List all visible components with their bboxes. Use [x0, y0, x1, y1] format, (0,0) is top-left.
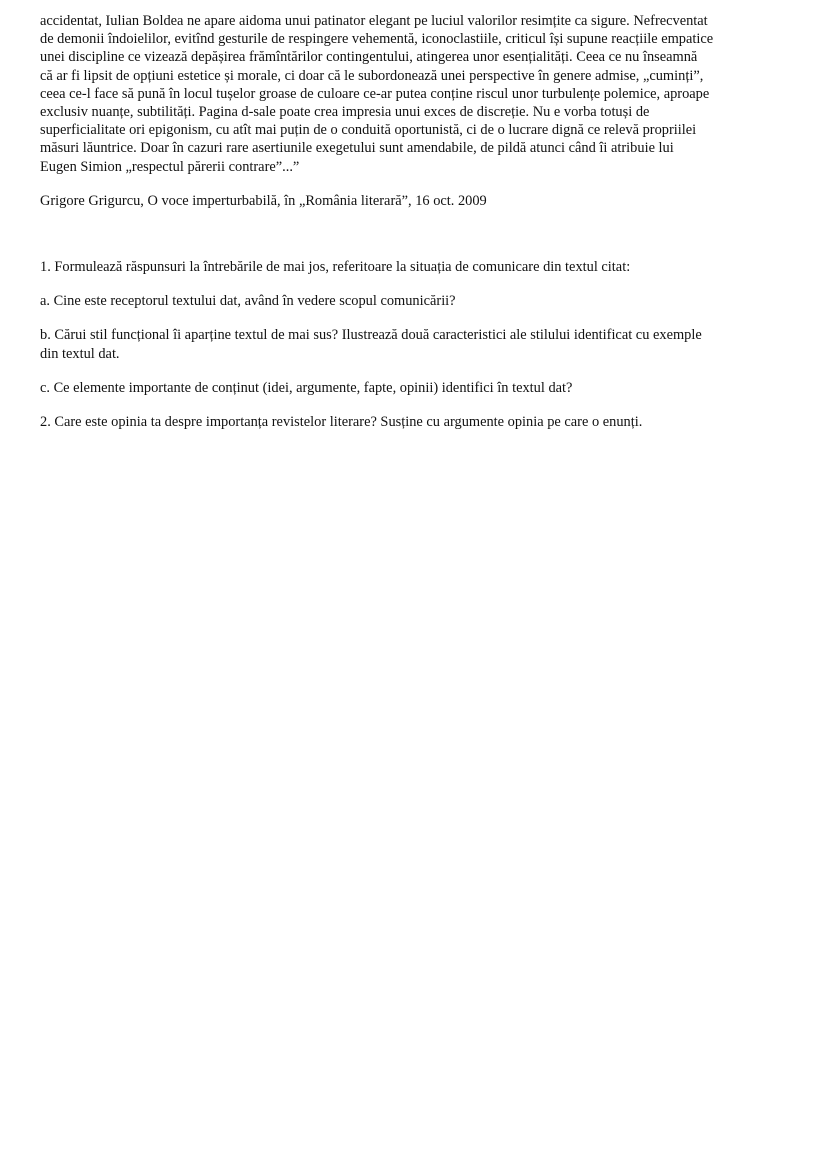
- document-page: [40, 12, 792, 447]
- question-1b: [40, 326, 792, 362]
- quote-line: ceea ce-l face să pună în locul tușelor groase de culoare ce-ar putea conține riscul unor turbulențe polemice, aproape: [40, 85, 710, 102]
- questions-section: [40, 258, 792, 431]
- question-1a: [40, 292, 792, 310]
- question-1c-text: c. Ce elemente importante de conținut (idei, argumente, fapte, opinii) identifici în textul dat?: [40, 379, 573, 396]
- quote-line: exclusiv nuanțe, subtilități. Pagina d-sale poate crea impresia unui exces de discreție. Nu e vorba totuși de: [40, 104, 650, 121]
- question-1b-text-line1: b. Cărui stil funcțional îi aparține textul de mai sus? Ilustrează două caracteristici ale stilului identificat cu exemple: [40, 327, 702, 344]
- question-1a-text: a. Cine este receptorul textului dat, având în vedere scopul comunicării?: [40, 293, 456, 310]
- quote-line: de demonii îndoielilor, evitînd gesturile de respingere vehementă, iconoclastiile, criticul își supune reacțiile empatice: [40, 31, 714, 48]
- source-citation: Grigore Grigurcu, O voce imperturbabilă, în „România literară”, 16 oct. 2009: [40, 192, 487, 209]
- quote-line: accidentat, Iulian Boldea ne apare aidoma unui patinator elegant pe luciul valorilor resimțite ca sigure. Nefrecventat: [40, 13, 708, 29]
- quote-line: Eugen Simion „respectul părerii contrare”...”: [40, 158, 300, 175]
- quote-line: unei discipline ce vizează depășirea frămîntărilor contingentului, atingerea unor esențialități. Ceea ce nu înseamnă: [40, 49, 698, 66]
- quote-line: măsuri lăuntrice. Doar în cazuri rare asertiunile exegetului sunt amendabile, de pildă atunci când îi atribuie lui: [40, 140, 674, 157]
- quote-line: că ar fi lipsit de opțiuni estetice și morale, ci doar că le subordonează unei perspective în genere admise, „cuminți”,: [40, 67, 704, 84]
- question-1c: [40, 379, 792, 397]
- question-2-text: 2. Care este opinia ta despre importanța revistelor literare? Susține cu argumente opinia pe care o enunți.: [40, 414, 643, 431]
- quote-line: superficialitate ori epigonism, cu atît mai puțin de o conduită oportunistă, ci de o lucrare dignă ce relevă propriilei: [40, 122, 697, 139]
- quoted-paragraph: [40, 12, 792, 176]
- question-1: [40, 258, 792, 276]
- question-1-text: 1. Formulează răspunsuri la întrebările de mai jos, referitoare la situația de comunicare din textul citat:: [40, 259, 631, 276]
- question-1b-text-line2: din textul dat.: [40, 345, 120, 362]
- question-2: [40, 413, 792, 431]
